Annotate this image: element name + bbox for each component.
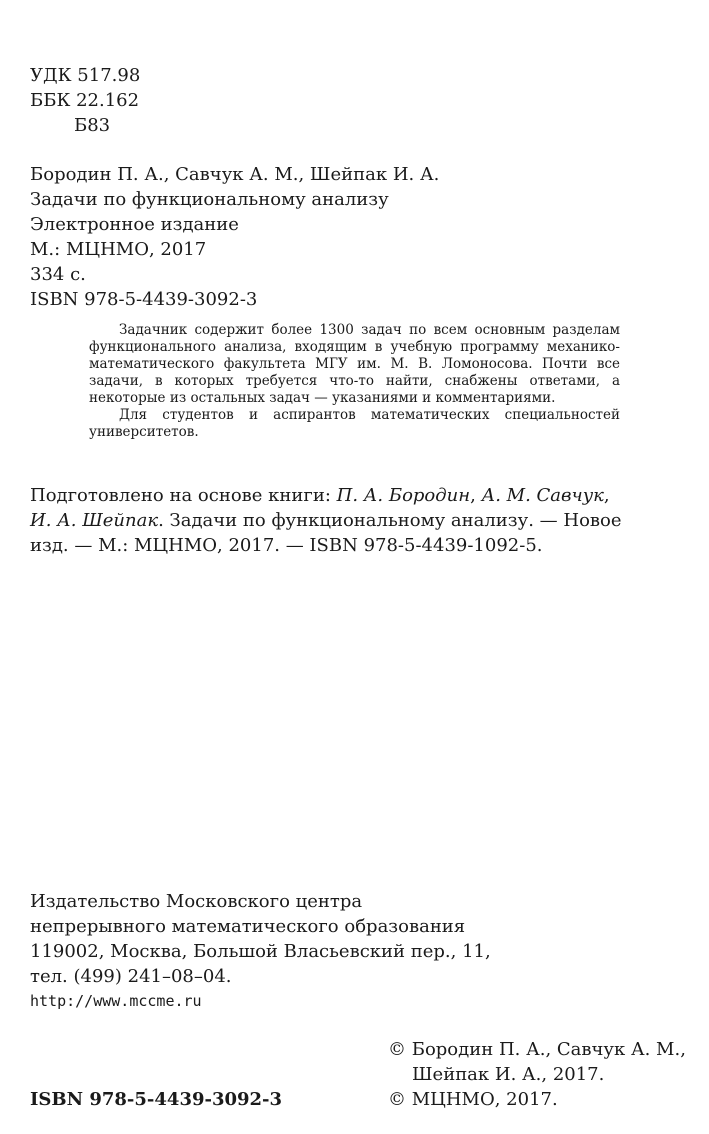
book-pages: 334 с.: [30, 264, 86, 285]
based-on-title: . Задачи по функциональному анализу. — Новое: [158, 510, 622, 531]
bbk-code: ББК 22.162: [30, 90, 140, 111]
publisher-phone: тел. (499) 241–08–04.: [30, 966, 232, 987]
abstract: [89, 322, 620, 441]
publisher-url[interactable]: http://www.mccme.ru: [30, 992, 202, 1010]
based-on-line-3: изд. — М.: МЦНМО, 2017. — ISBN 978-5-4439-1092-5.: [30, 535, 543, 556]
copyright-publisher: © МЦНМО, 2017.: [388, 1089, 558, 1110]
based-on-separator-1: ,: [470, 485, 482, 506]
based-on-author-1: П. А. Бородин: [336, 485, 471, 506]
author-mark: Б83: [74, 115, 111, 136]
copyright-authors-cont: Шейпак И. А., 2017.: [412, 1064, 605, 1085]
based-on-author-3: И. А. Шейпак: [30, 510, 159, 531]
footer-isbn: ISBN 978-5-4439-3092-3: [30, 1089, 283, 1110]
book-isbn: ISBN 978-5-4439-3092-3: [30, 289, 258, 310]
book-authors: Бородин П. А., Савчук А. М., Шейпак И. А.: [30, 164, 440, 185]
book-title: Задачи по функциональному анализу: [30, 189, 389, 210]
publisher-address: 119002, Москва, Большой Власьевский пер., 11,: [30, 941, 491, 962]
based-on-prefix: Подготовлено на основе книги:: [30, 485, 337, 506]
based-on-line-2: [30, 508, 622, 533]
publisher-name-line-1: Издательство Московского центра: [30, 891, 363, 912]
publisher-name-line-2: непрерывного математического образования: [30, 916, 466, 937]
based-on-note: [30, 483, 622, 558]
book-edition: Электронное издание: [30, 214, 239, 235]
based-on-separator-2: ,: [603, 485, 610, 506]
based-on-line-1: [30, 483, 622, 508]
udk-code: УДК 517.98: [30, 65, 141, 86]
copyright-authors: © Бородин П. А., Савчук А. М.,: [388, 1039, 686, 1060]
abstract-paragraph-1: Задачник содержит более 1300 задач по всем основным разделам функционального анализа, входящим в учебную программу механико-математического факультета МГУ им. М. В. Ломоносова. Почти все задачи, в которых требуется что-то найти, снабжены ответами, а некоторые из остальных задач — указаниями и комментариями.: [89, 322, 620, 406]
book-publisher-year: М.: МЦНМО, 2017: [30, 239, 207, 260]
abstract-paragraph-2: Для студентов и аспирантов математических специальностей университетов.: [89, 407, 620, 440]
based-on-author-2: А. М. Савчук: [481, 485, 604, 506]
